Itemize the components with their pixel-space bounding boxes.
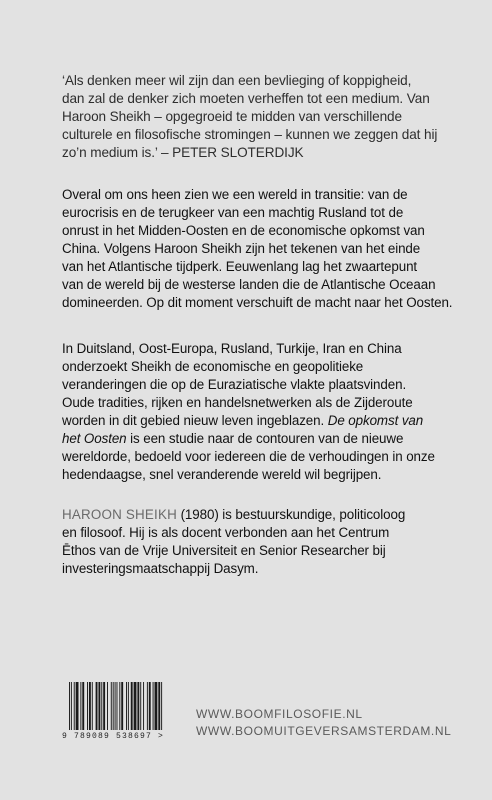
paragraph-line: In Duitsland, Oost-Europa, Rusland, Turkije, Iran en China <box>62 341 402 356</box>
blurb-paragraph-2 <box>62 340 435 484</box>
paragraph-line <box>62 430 422 448</box>
barcode-bar <box>134 682 137 730</box>
barcode-bar <box>158 682 160 730</box>
quote-line: dan zal de denker zich moeten verheffen tot een medium. Van <box>62 91 430 106</box>
isbn-digits: 9 789089 538697 > <box>62 732 165 741</box>
barcode-bar <box>153 682 154 730</box>
paragraph-line: Overal om ons heen zien we een wereld in transitie: van de <box>62 187 408 202</box>
barcode-bar <box>107 682 108 730</box>
barcode-bar <box>71 682 72 730</box>
endorsement-quote <box>62 72 438 162</box>
author-bio <box>62 506 422 578</box>
quote-line: zo’n medium is.’ – PETER SLOTERDIJK <box>62 145 304 160</box>
barcode-bar <box>103 682 105 730</box>
barcode-bar <box>155 682 158 730</box>
barcode-bar <box>98 682 100 730</box>
paragraph-text: worden in dit gebied nieuw leven ingeblazen. <box>62 413 325 428</box>
barcode-bar <box>80 682 81 730</box>
barcode-bar <box>137 682 139 730</box>
barcode-bar <box>115 682 116 730</box>
paragraph-line: onderzoekt Sheikh de economische en geopolitieke <box>62 359 364 374</box>
paragraph-line: China. Volgens Haroon Sheikh zijn het tekenen van het einde <box>62 241 421 256</box>
barcode-bar <box>149 682 151 730</box>
barcode-bar <box>131 682 133 730</box>
quote-line: Haroon Sheikh – opgegroeid te midden van verschillende <box>62 109 402 124</box>
barcode-bar <box>126 682 127 730</box>
bio-line: Ēthos van de Vrije Universiteit en Senior Researcher bij <box>62 543 386 558</box>
paragraph-line: eurocrisis en de terugkeer van een machtig Rusland tot de <box>62 205 404 220</box>
barcode-bar <box>89 682 91 730</box>
quote-line: culturele en filosofische stromingen – kunnen we zeggen dat hij <box>62 127 438 142</box>
barcode-bar <box>143 682 144 730</box>
paragraph-line: Oude tradities, rijken en handelsnetwerken als de Zijderoute <box>62 395 413 410</box>
barcode-bar <box>76 682 79 730</box>
book-title-part-1: De opkomst van <box>327 413 424 428</box>
paragraph-line: onrust in het Midden-Oosten en de economische opkomst van <box>62 223 425 238</box>
website-link[interactable]: WWW.BOOMUITGEVERSAMSTERDAM.NL <box>196 724 452 738</box>
website-link[interactable]: WWW.BOOMFILOSOFIE.NL <box>196 707 363 721</box>
paragraph-text: is een studie naar de contouren van de nieuwe <box>126 431 404 446</box>
barcode-bar <box>96 682 98 730</box>
barcode-bar <box>113 682 114 730</box>
quote-line: ‘Als denken meer wil zijn dan een bevlieging of koppigheid, <box>62 73 412 88</box>
barcode-bar <box>117 682 118 730</box>
barcode-bar <box>74 682 75 730</box>
barcode-bar <box>121 682 123 730</box>
barcode-bars <box>68 682 176 730</box>
paragraph-line: van het Atlantische tijdperk. Eeuwenlang lag het zwaartepunt <box>62 259 418 274</box>
book-title-part-2: het Oosten <box>62 431 127 446</box>
barcode-bar <box>147 682 148 730</box>
paragraph-line: domineerden. Op dit moment verschuift de macht naar het Oosten. <box>62 295 453 310</box>
publisher-urls <box>196 706 451 740</box>
bio-line: investeringsmaatschappij Dasym. <box>62 561 259 576</box>
blurb-paragraph-1 <box>62 186 453 312</box>
isbn-barcode <box>62 682 180 744</box>
bio-line <box>62 506 422 524</box>
bio-text: (1980) is bestuurskundige, politicoloog <box>176 507 406 522</box>
barcode-bar <box>69 682 70 730</box>
barcode-bar <box>101 682 102 730</box>
barcode-bar <box>87 682 88 730</box>
paragraph-line: van de wereld bij de westerse landen die de Atlantische Oceaan <box>62 277 436 292</box>
author-name: HAROON SHEIKH <box>62 507 177 522</box>
barcode-bar <box>92 682 93 730</box>
paragraph-line <box>62 412 422 430</box>
barcode-bar <box>161 682 162 730</box>
bio-line: en filosoof. Hij is als docent verbonden aan het Centrum <box>62 525 390 540</box>
barcode-bar <box>111 682 112 730</box>
barcode-bar <box>82 682 84 730</box>
paragraph-line: veranderingen die op de Euraziatische vlakte plaatsvinden. <box>62 377 407 392</box>
paragraph-line: hedendaagse, snel veranderende wereld wil begrijpen. <box>62 467 382 482</box>
barcode-bar <box>140 682 141 730</box>
barcode-bar <box>119 682 120 730</box>
paragraph-line: wereldorde, bedoeld voor iedereen die de verhoudingen in onze <box>62 449 435 464</box>
barcode-bar <box>128 682 129 730</box>
